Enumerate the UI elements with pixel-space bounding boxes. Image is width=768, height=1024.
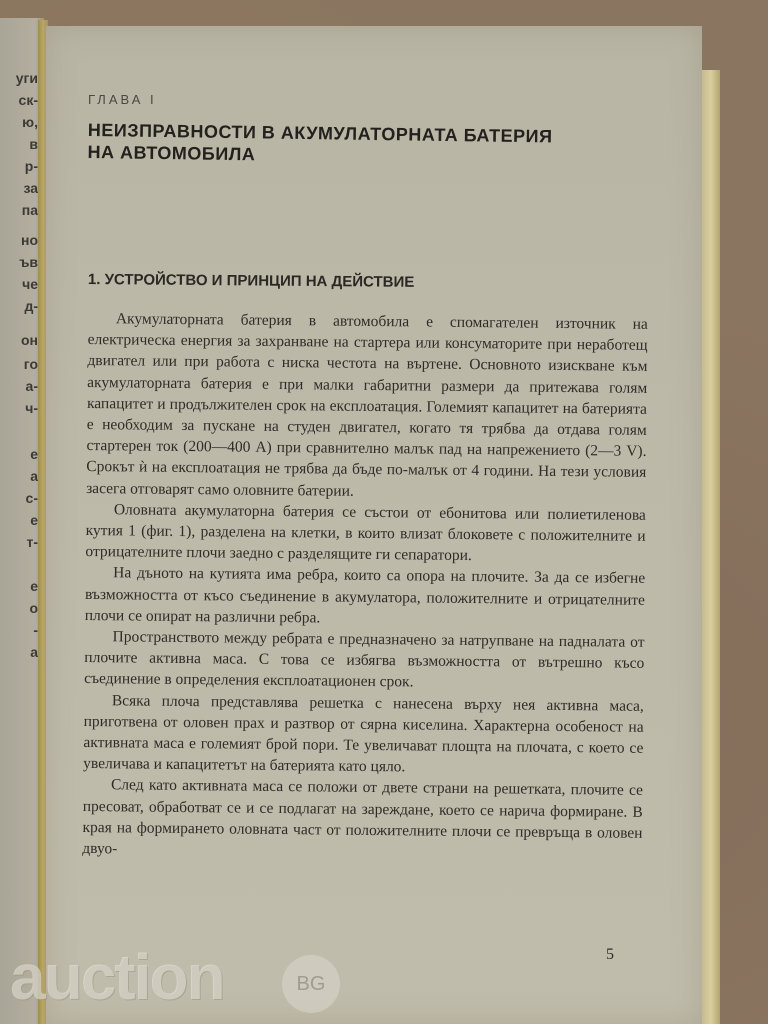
left-page-text-fragment: ск-: [18, 92, 38, 108]
left-page-text-fragment: но: [20, 232, 38, 248]
paragraph: Акумулаторната батерия в автомобила е спомагателен източник на електрическа енергия за захранване на стартера или консуматорите при неработещ двигател или при работа с ниска честота на въртене. Основното изискване към акумулаторната батерия е при малки габаритни размери да притежава голям капацитет и продължителен срок на експлоатация. Големият капацитет на батерията е необходим за пускане на студен двигател, когато тя трябва да отдава голям стартерен ток (200—400 A) при сравнително малък пад на напрежението (2—3 V). Срокът ѝ на експлоатация не трябва да бъде по-малък от 4 години. На тези условия засега отговарят само оловните батерии.: [86, 310, 648, 500]
left-page-text-fragment: че: [22, 276, 38, 292]
watermark-badge: BG: [282, 955, 340, 1013]
chapter-title-line1: НЕИЗПРАВНОСТИ В АКУМУЛАТОРНАТА БАТЕРИЯ: [87, 119, 553, 147]
left-page-text-fragment: т-: [26, 534, 38, 550]
left-page-text-fragment: за: [23, 180, 38, 196]
left-page-text-fragment: р-: [24, 158, 38, 174]
page-number: 5: [606, 946, 614, 963]
body-text: [82, 308, 648, 865]
left-page-text-fragment: ч-: [25, 400, 38, 416]
page-content: [82, 92, 648, 859]
left-page-text-fragment: е: [30, 578, 38, 594]
left-page-text-fragment: ъв: [19, 254, 38, 270]
left-page-text-fragment: а-: [25, 378, 38, 394]
left-page-text-fragment: с-: [25, 490, 38, 506]
left-page-text-fragment: ю,: [22, 114, 38, 130]
paragraph: След като активната маса се положи от двете страни на решетката, плочите се пресоват, обработват се и се подлагат на зареждане, което се нарича формиране. В края на формирането оловната част от положителните плочи се превръща в оловен двуо-: [82, 776, 644, 858]
left-page-text-fragment: а: [30, 644, 38, 660]
chapter-title-line2: НА АВТОМОБИЛА: [87, 141, 256, 165]
left-page-text-fragment: он: [20, 332, 38, 348]
left-page-text-fragment: -: [33, 622, 38, 638]
left-page-text-fragment: го: [23, 356, 38, 372]
page-stack-edge: [702, 70, 720, 1024]
paragraph: На дъното на кутията има ребра, които са опора на плочите. За да се избегне възможността от късо съединение в акумулатора, положителните и отрицателните плочи се опират на различни ребра.: [84, 564, 646, 627]
left-page-text-fragment: па: [21, 202, 38, 218]
left-page-text-fragment: е: [30, 446, 38, 462]
left-page-text-fragment: е: [30, 512, 38, 528]
chapter-label: ГЛАВА I: [88, 92, 157, 107]
left-page-text-fragment: д-: [24, 298, 38, 314]
paragraph: Пространството между ребрата е предназначено за натрупване на падналата от плочите активна маса. С това се избягва възможността от вътрешно късо съединение в определения експлоатационен срок.: [84, 628, 645, 691]
watermark-logo: auction: [10, 941, 224, 1013]
left-page-text-fragment: о: [29, 600, 38, 616]
paragraph: Оловната акумулаторна батерия се състои от ебонитова или полиетиленова кутия 1 (фиг. 1), разделена на клетки, в които влизат блоковете с положителните и отрицателните плочи заедно с разделящите ги сепаратори.: [85, 501, 646, 565]
left-page-text-fragment: а: [30, 468, 38, 484]
left-page-text-fragment: в: [29, 136, 38, 152]
paragraph: Всяка плоча представлява решетка с нанесена върху нея активна маса, приготвена от оловен прах и разтвор от сярна киселина. Характерна особеност на активната маса е големият брой пори. Те увеличават площта на плочата, с което се увеличава и капацитетът на батерията като цяло.: [83, 691, 644, 776]
chapter-title: [87, 119, 648, 171]
section-heading: 1. УСТРОЙСТВО И ПРИНЦИП НА ДЕЙСТВИЕ: [87, 271, 415, 291]
book-page: [46, 26, 702, 1024]
left-page-text-fragment: уги: [15, 70, 38, 86]
